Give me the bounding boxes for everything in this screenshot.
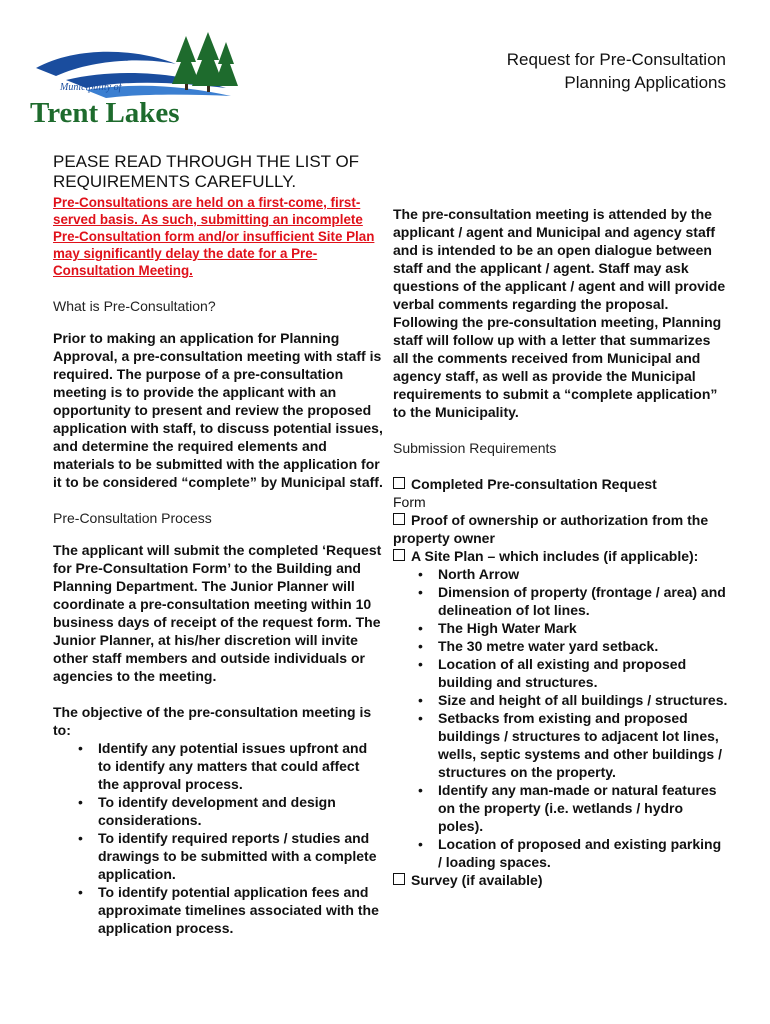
left-column <box>53 194 383 937</box>
process-heading: Pre-Consultation Process <box>53 510 212 526</box>
list-item: • Identify any man-made or natural features on the property (i.e. wetlands / hydro poles). <box>438 781 728 835</box>
municipality-logo <box>26 28 246 128</box>
list-item: • To identify potential application fees and approximate timelines associated with the application process. <box>98 883 383 937</box>
objective-list <box>53 739 383 937</box>
checkbox-icon <box>393 477 405 489</box>
logo-graphic <box>26 28 246 128</box>
list-item: • The High Water Mark <box>438 619 728 637</box>
title-line-2: Planning Applications <box>564 73 726 92</box>
requirement-item: Survey (if available) <box>393 871 728 889</box>
list-item: • North Arrow <box>438 565 728 583</box>
warning-text: Pre-Consultations are held on a first-come, first-served basis. As such, submitting an incomplete Pre-Consultation form and/or insufficient Site Plan may significantly delay the date for a Pre-Consultation Meeting. <box>53 195 375 278</box>
list-item: • Size and height of all buildings / structures. <box>438 691 728 709</box>
process-body: The applicant will submit the completed ‘Request for Pre-Consultation Form’ to the Building and Planning Department. The Junior Planner will coordinate a pre-consultation meeting within 10 business days of receipt of the request form. The Junior Planner, at his/her discretion will invite other staff members and outside individuals or agencies to the meeting. <box>53 542 382 684</box>
list-item: • To identify development and design considerations. <box>98 793 383 829</box>
list-item: • Dimension of property (frontage / area) and delineation of lot lines. <box>438 583 728 619</box>
submission-heading: Submission Requirements <box>393 440 557 456</box>
logo-name: Trent Lakes <box>30 97 180 128</box>
list-item: • Setbacks from existing and proposed buildings / structures to adjacent lot lines, wells, septic systems and other buildings / structures on the property. <box>438 709 728 781</box>
objective-intro: The objective of the pre-consultation meeting is to: <box>53 704 372 738</box>
list-item: • The 30 metre water yard setback. <box>438 637 728 655</box>
list-item: • Identify any potential issues upfront and to identify any matters that could affect the approval process. <box>98 739 383 793</box>
logo-small-text: Municipality of <box>60 82 122 93</box>
what-heading: What is Pre-Consultation? <box>53 298 216 314</box>
checkbox-icon <box>393 549 405 561</box>
meeting-body: The pre-consultation meeting is attended by the applicant / agent and Municipal and agency staff and is intended to be an open dialogue between staff and the applicant / agent. Staff may ask questions of the applicant / agent and will provide verbal comments regarding the proposal. Following the pre-consultation meeting, Planning staff will follow up with a letter that summarizes all the comments received from Municipal and agency staff, as well as provide the Municipal requirements to submit a “complete application” to the Municipality. <box>393 206 726 420</box>
site-plan-list <box>393 565 728 871</box>
right-column <box>393 205 728 889</box>
what-body: Prior to making an application for Planning Approval, a pre-consultation meeting with staff is required. The purpose of a pre-consultation meeting is to provide the applicant with an opportunity to present and review the proposed application with staff, to discuss potential issues, and determine the required elements and materials to be submitted with the application for it to be considered “complete” by Municipal staff. <box>53 330 383 490</box>
checkbox-icon <box>393 513 405 525</box>
document-title <box>507 48 726 94</box>
requirement-item: A Site Plan – which includes (if applicable): <box>393 547 728 565</box>
checkbox-icon <box>393 873 405 885</box>
list-item: • To identify required reports / studies and drawings to be submitted with a complete application. <box>98 829 383 883</box>
notice-heading-line-1: PEASE READ THROUGH THE LIST OF <box>53 152 360 171</box>
notice-heading <box>53 152 383 192</box>
list-item: • Location of all existing and proposed building and structures. <box>438 655 728 691</box>
requirement-item: Proof of ownership or authorization from the property owner <box>393 512 709 546</box>
notice-heading-line-2: REQUIREMENTS CAREFULLY. <box>53 172 297 191</box>
title-line-1: Request for Pre-Consultation <box>506 50 726 69</box>
requirement-item: Completed Pre-consultation Request Form <box>393 476 657 510</box>
list-item: • Location of proposed and existing parking / loading spaces. <box>438 835 728 871</box>
